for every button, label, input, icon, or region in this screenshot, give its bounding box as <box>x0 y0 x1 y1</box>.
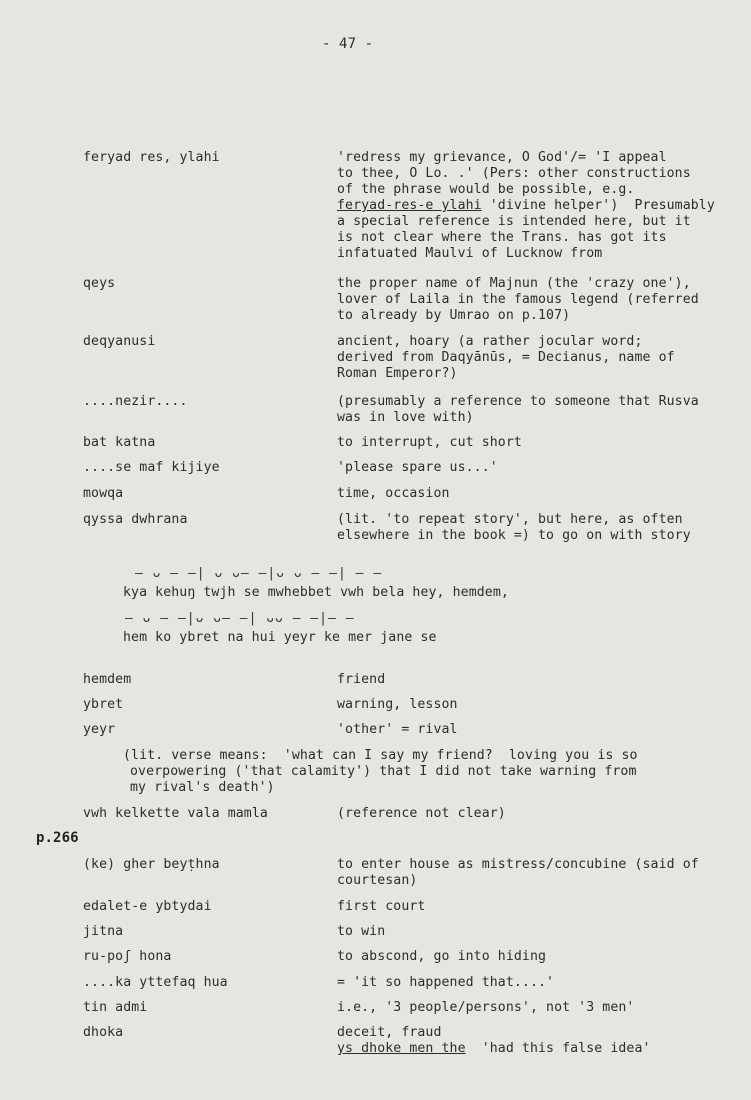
gloss-def-line: = 'it so happened that....' <box>337 975 555 990</box>
gloss-def-line: (reference not clear) <box>337 806 506 821</box>
gloss-def-line: derived from Daqyānūs, = Decianus, name of <box>337 350 675 365</box>
gloss-def-text: 'divine helper') Presumably <box>481 198 715 213</box>
underlined-phrase: feryad-res-e ylahi <box>337 198 482 213</box>
gloss-term: ....se maf kijiye <box>83 460 220 475</box>
gloss-term: ....nezir.... <box>83 394 188 409</box>
gloss-def-line: i.e., '3 people/persons', not '3 men' <box>337 1000 635 1015</box>
verse-meter: — ᴗ — —| ᴗ ᴗ— —|ᴗ ᴗ — —| — — <box>135 566 383 581</box>
gloss-def-line: ancient, hoary (a rather jocular word; <box>337 334 643 349</box>
verse-meter: — ᴗ — —|ᴗ ᴗ— —| ᴗᴗ — —|— — <box>125 611 355 626</box>
gloss-term: ....ka yttefaq hua <box>83 975 228 990</box>
margin-page-ref: p.266 <box>36 830 79 846</box>
gloss-def-line: time, occasion <box>337 486 450 501</box>
gloss-term: tin admi <box>83 1000 148 1015</box>
gloss-def-line: 'redress my grievance, O God'/= 'I appeal <box>337 150 667 165</box>
gloss-term: jitna <box>83 924 124 939</box>
gloss-def-line: deceit, fraud <box>337 1025 442 1040</box>
gloss-def-line <box>337 198 715 214</box>
gloss-term: dhoka <box>83 1025 124 1040</box>
gloss-def-line: warning, lesson <box>337 697 458 712</box>
gloss-term: ybret <box>83 697 124 712</box>
gloss-def-line: first court <box>337 899 426 914</box>
gloss-term: edalet-e ybtydai <box>83 899 212 914</box>
verse-note-line: overpowering ('that calamity') that I did not take warning from <box>130 764 637 779</box>
gloss-def-line: is not clear where the Trans. has got its <box>337 230 667 245</box>
gloss-term: mowqa <box>83 486 124 501</box>
gloss-def-line: to interrupt, cut short <box>337 435 522 450</box>
gloss-def-line: the proper name of Majnun (the 'crazy one'), <box>337 276 691 291</box>
gloss-def-line: lover of Laila in the famous legend (referred <box>337 292 699 307</box>
gloss-def-text: 'had this false idea' <box>465 1041 651 1056</box>
verse-note-line: (lit. verse means: 'what can I say my friend? loving you is so <box>123 748 638 763</box>
page-number: - 47 - <box>322 36 374 52</box>
gloss-def-line: to already by Umrao on p.107) <box>337 308 571 323</box>
verse-line: kya kehuŋ twjh se mwhebbet vwh bela hey, hemdem, <box>123 585 509 600</box>
gloss-def-line: to thee, O Lo. .' (Pers: other constructions <box>337 166 691 181</box>
gloss-term: bat katna <box>83 435 156 450</box>
gloss-def-line: to enter house as mistress/concubine (said of <box>337 857 699 872</box>
gloss-def-line <box>337 1041 651 1057</box>
gloss-def-line: friend <box>337 672 386 687</box>
gloss-def-line: elsewhere in the book =) to go on with story <box>337 528 691 543</box>
underlined-phrase: ys dhoke men the <box>337 1041 466 1056</box>
gloss-def-line: of the phrase would be possible, e.g. <box>337 182 635 197</box>
gloss-def-line: (lit. 'to repeat story', but here, as often <box>337 512 683 527</box>
gloss-def-line: was in love with) <box>337 410 474 425</box>
gloss-def-line: courtesan) <box>337 873 418 888</box>
gloss-term: ru-poʃ hona <box>83 949 172 964</box>
gloss-term: qyssa dwhrana <box>83 512 188 527</box>
gloss-term: (ke) gher beyṭhna <box>83 857 220 872</box>
verse-line: hem ko ybret na hui yeyr ke mer jane se <box>123 630 437 645</box>
gloss-def-line: a special reference is intended here, but it <box>337 214 691 229</box>
gloss-term: yeyr <box>83 722 116 737</box>
gloss-def-line: to abscond, go into hiding <box>337 949 547 964</box>
gloss-def-line: to win <box>337 924 386 939</box>
gloss-term: qeys <box>83 276 116 291</box>
gloss-term: vwh kelkette vala mamla <box>83 806 268 821</box>
gloss-term: deqyanusi <box>83 334 156 349</box>
gloss-term: hemdem <box>83 672 132 687</box>
gloss-def-line: 'other' = rival <box>337 722 458 737</box>
gloss-term: feryad res, ylahi <box>83 150 220 165</box>
gloss-def-line: 'please spare us...' <box>337 460 498 475</box>
gloss-def-line: infatuated Maulvi of Lucknow from <box>337 246 603 261</box>
gloss-def-line: Roman Emperor?) <box>337 366 458 381</box>
verse-note-line: my rival's death') <box>130 780 275 795</box>
gloss-def-line: (presumably a reference to someone that Rusva <box>337 394 699 409</box>
